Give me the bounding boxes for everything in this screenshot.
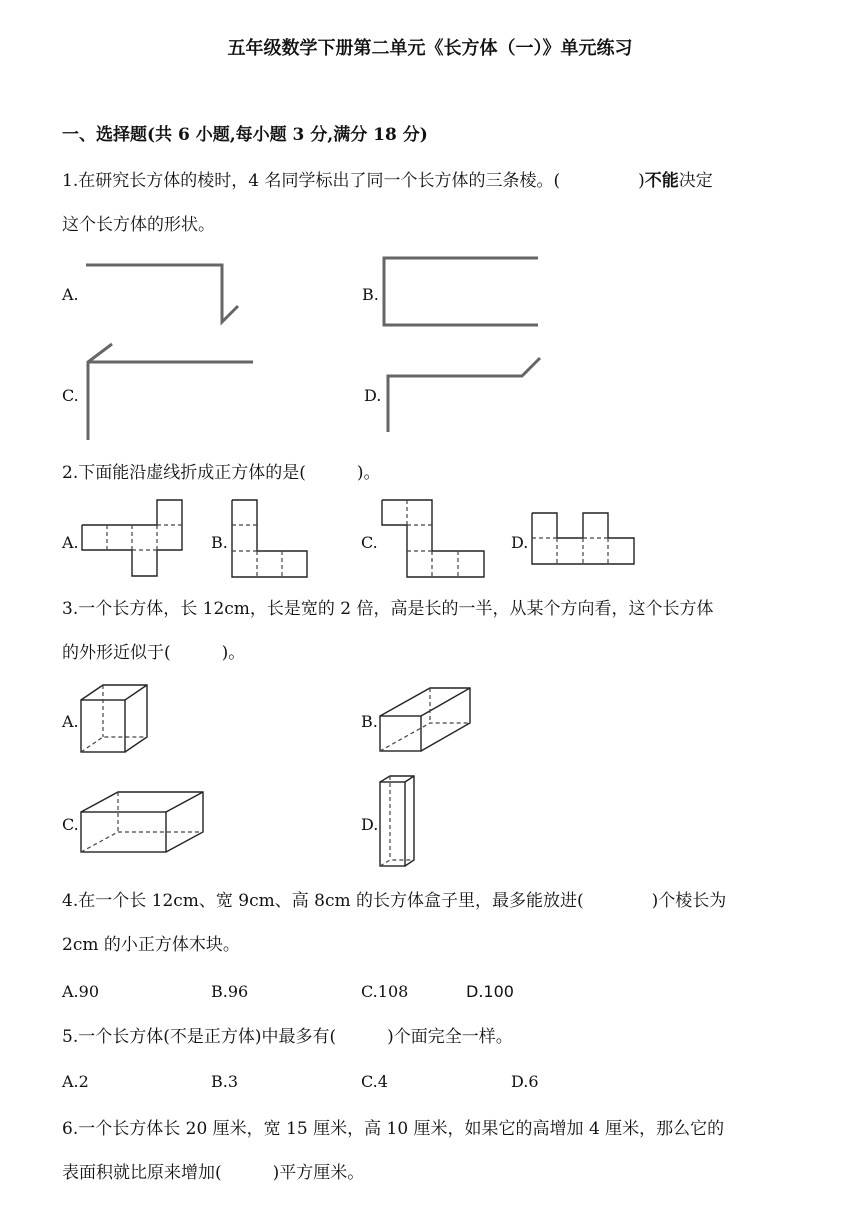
- q3-option-d-label: D.: [361, 815, 379, 834]
- q5-option-b: B.3: [211, 1072, 239, 1091]
- question-4-line-1: 4.在一个长 12cm、宽 9cm、高 8cm 的长方体盒子里，最多能放进( )个棱长为: [62, 891, 727, 911]
- section-heading-choice: 一、选择题(共 6 小题,每小题 3 分,满分 18 分): [62, 125, 428, 145]
- question-1-line-2: 这个长方体的形状。: [62, 215, 215, 235]
- q2-option-d-label: D.: [511, 533, 529, 552]
- q3-figure-a: [81, 685, 147, 752]
- q2-option-a-label: A.: [62, 533, 79, 552]
- question-3-line-2: 的外形近似于( )。: [62, 643, 246, 663]
- q4-option-d: D.100: [466, 982, 514, 1001]
- q3-option-c-label: C.: [62, 815, 79, 834]
- question-5-text: 5.一个长方体(不是正方体)中最多有( )个面完全一样。: [62, 1027, 513, 1047]
- q4-option-c: C.108: [361, 982, 409, 1001]
- page-title: 五年级数学下册第二单元《长方体（一）》单元练习: [227, 38, 633, 59]
- q4-option-a: A.90: [62, 982, 99, 1001]
- question-1-emphasis: 不能: [644, 171, 679, 191]
- q3-option-a-label: A.: [62, 712, 79, 731]
- q5-option-a: A.2: [62, 1072, 89, 1091]
- q2-option-c-label: C.: [361, 533, 378, 552]
- q3-figure-d: [380, 776, 414, 866]
- question-1-text: 1.在研究长方体的棱时，4 名同学标出了同一个长方体的三条棱。(: [62, 171, 561, 191]
- q3-option-b-label: B.: [361, 712, 378, 731]
- q1-option-c-label: C.: [62, 386, 79, 405]
- q5-option-c: C.4: [361, 1072, 388, 1091]
- question-2-text: 2.下面能沿虚线折成正方体的是( )。: [62, 463, 381, 483]
- q1-option-d-label: D.: [364, 386, 382, 405]
- question-6-line-2: 表面积就比原来增加( )平方厘米。: [62, 1163, 365, 1183]
- question-6-line-1: 6.一个长方体长 20 厘米，宽 15 厘米，高 10 厘米，如果它的高增加 4 厘米，那么它的: [62, 1119, 725, 1139]
- question-3-line-1: 3.一个长方体，长 12cm，长是宽的 2 倍，高是长的一半，从某个方向看，这个长方体: [62, 599, 714, 619]
- question-1-line-1: 1.在研究长方体的棱时，4 名同学标出了同一个长方体的三条棱。( )不能决定: [62, 171, 713, 191]
- q3-figure-b: [380, 688, 470, 751]
- q4-option-b: B.96: [211, 982, 249, 1001]
- q5-option-d: D.6: [511, 1072, 539, 1091]
- question-4-line-2: 2cm 的小正方体木块。: [62, 935, 240, 955]
- q1-option-b-label: B.: [362, 285, 379, 304]
- question-1-text-end: 决定: [678, 171, 713, 191]
- q1-option-a-label: A.: [62, 285, 79, 304]
- q3-figure-c: [81, 792, 203, 852]
- q2-option-b-label: B.: [211, 533, 228, 552]
